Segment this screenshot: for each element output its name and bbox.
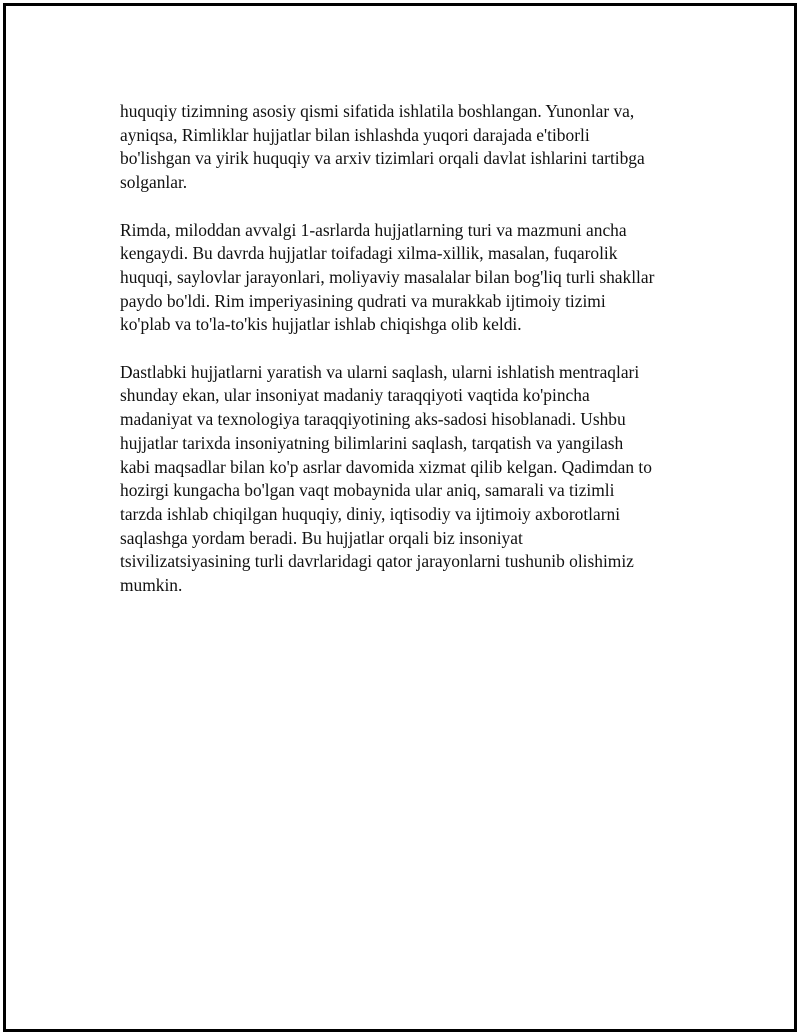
- document-page: [3, 3, 797, 1032]
- paragraph-3: Dastlabki hujjatlarni yaratish va ularni saqlash, ularni ishlatish mentraqlari shunday ekan, ular insoniyat madaniy taraqqiyoti vaqtida ko'pincha madaniyat va texnologiya taraqqiyotining aks-sadosi hisoblanadi. Ushbu hujjatlar tarixda insoniyatning bilimlarini saqlash, tarqatish va yangilash kabi maqsadlar bilan ko'p asrlar davomida xizmat qilib kelgan. Qadimdan to hozirgi kungacha bo'lgan vaqt mobaynida ular aniq, samarali va tizimli tarzda ishlab chiqilgan huquqiy, diniy, iqtisodiy va ijtimoiy axborotlarni saqlashga yordam beradi. Bu hujjatlar orqali biz insoniyat tsivilizatsiyasining turli davrlaridagi qator jarayonlarni tushunib olishimiz mumkin.: [120, 361, 652, 596]
- paragraph-2: Rimda, miloddan avvalgi 1-asrlarda hujjatlarning turi va mazmuni ancha kengaydi. Bu davrda hujjatlar toifadagi xilma-xillik, masalan, fuqarolik huquqi, saylovlar jarayonlari, moliyaviy masalalar bilan bog'liq turli shakllar paydo bo'ldi. Rim imperiyasining qudrati va murakkab ijtimoiy tizimi ko'plab va to'la-to'kis hujjatlar ishlab chiqishga olib keldi.: [120, 219, 655, 335]
- paragraph-1: huquqiy tizimning asosiy qismi sifatida ishlatila boshlangan. Yunonlar va, ayniqsa, Rimliklar hujjatlar bilan ishlashda yuqori darajada e'tiborli bo'lishgan va yirik huquqiy va arxiv tizimlari orqali davlat ishlarini tartibga solganlar.: [120, 101, 645, 193]
- document-body: [120, 100, 705, 621]
